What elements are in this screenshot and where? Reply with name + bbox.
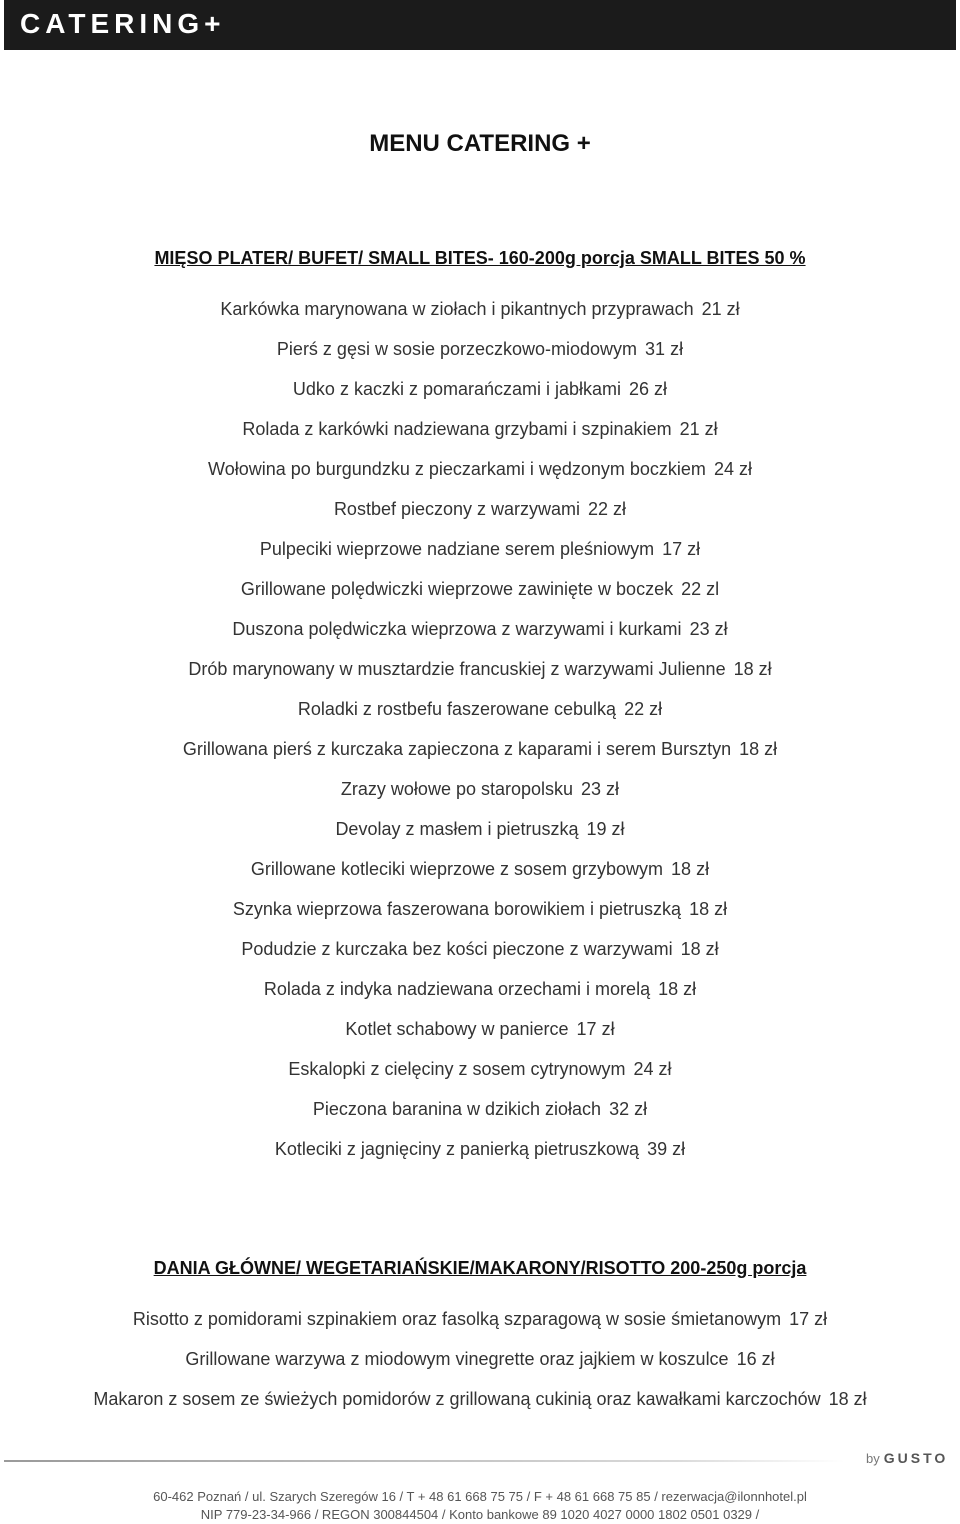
menu-item-price: 18 zł <box>733 659 772 679</box>
menu-item-name: Roladki z rostbefu faszerowane cebulką <box>297 699 617 719</box>
menu-item-price: 18 zł <box>689 899 728 919</box>
menu-item-price: 22 zl <box>681 579 720 599</box>
menu-item-price: 23 zł <box>581 779 620 799</box>
menu-item-price: 21 zł <box>701 299 740 319</box>
menu-item-name: Kotleciki z jagnięciny z panierką pietruszkową <box>274 1139 640 1159</box>
menu-item-price: 23 zł <box>689 619 728 639</box>
menu-item-name: Grillowana pierś z kurczaka zapieczona z kaparami i serem Bursztyn <box>182 739 732 759</box>
menu-item-name: Devolay z masłem i pietruszką <box>335 819 579 839</box>
footer-registry: NIP 779-23-34-966 / REGON 300844504 / Konto bankowe 89 1020 4027 0000 1802 0501 0329 / <box>200 1507 760 1522</box>
menu-item <box>0 1136 960 1176</box>
menu-item <box>0 896 960 936</box>
menu-item-name: Grillowane kotleciki wieprzowe z sosem grzybowym <box>250 859 664 879</box>
menu-item-price: 18 zł <box>739 739 778 759</box>
menu-item-name: Udko z kaczki z pomarańczami i jabłkami <box>292 379 622 399</box>
menu-item <box>0 296 960 336</box>
menu-item-price: 24 zł <box>713 459 752 479</box>
gusto-logo <box>866 1450 948 1466</box>
menu-item-name: Rolada z indyka nadziewana orzechami i morelą <box>263 979 651 999</box>
menu-item <box>0 816 960 856</box>
menu-item <box>0 776 960 816</box>
menu-list-meat <box>0 296 960 1176</box>
menu-item <box>0 1306 960 1346</box>
menu-item-price: 22 zł <box>624 699 663 719</box>
menu-item <box>0 1056 960 1096</box>
footer-address: 60-462 Poznań / ul. Szarych Szeregów 16 / T + 48 61 668 75 75 / F + 48 61 668 75 85 / rezerwacja@ilonnhotel.pl <box>153 1489 807 1504</box>
menu-item <box>0 1096 960 1136</box>
page-title: MENU CATERING + <box>369 130 591 157</box>
menu-item-name: Eskalopki z cielęciny z sosem cytrynowym <box>288 1059 626 1079</box>
menu-item-price: 21 zł <box>679 419 718 439</box>
menu-item <box>0 936 960 976</box>
menu-item <box>0 576 960 616</box>
menu-item-price: 18 zł <box>671 859 710 879</box>
menu-item-price: 16 zł <box>736 1349 775 1369</box>
menu-item-price: 17 zł <box>789 1309 828 1329</box>
menu-item-name: Karkówka marynowana w ziołach i pikantnych przyprawach <box>220 299 694 319</box>
menu-item-name: Risotto z pomidorami szpinakiem oraz fasolką szparagową w sosie śmietanowym <box>132 1309 782 1329</box>
menu-item-price: 24 zł <box>633 1059 672 1079</box>
footer-divider <box>4 1460 844 1462</box>
menu-item-name: Grillowane warzywa z miodowym vinegrette oraz jajkiem w koszulce <box>185 1349 729 1369</box>
menu-item-name: Wołowina po burgundzku z pieczarkami i wędzonym boczkiem <box>208 459 706 479</box>
menu-item-name: Grillowane polędwiczki wieprzowe zawinięte w boczek <box>240 579 674 599</box>
menu-item-name: Makaron z sosem ze świeżych pomidorów z grillowaną cukinią oraz kawałkami karczochów <box>93 1389 821 1409</box>
menu-item <box>0 616 960 656</box>
menu-item <box>0 1016 960 1056</box>
menu-item-price: 32 zł <box>609 1099 648 1119</box>
menu-item <box>0 336 960 376</box>
menu-item-name: Duszona polędwiczka wieprzowa z warzywami i kurkami <box>232 619 682 639</box>
menu-item-name: Szynka wieprzowa faszerowana borowikiem i pietruszką <box>232 899 682 919</box>
menu-item-name: Pulpeciki wieprzowe nadziane serem pleśniowym <box>259 539 655 559</box>
menu-item <box>0 976 960 1016</box>
menu-item <box>0 456 960 496</box>
menu-item-price: 26 zł <box>629 379 668 399</box>
menu-item <box>0 536 960 576</box>
menu-item-price: 18 zł <box>680 939 719 959</box>
menu-item-price: 22 zł <box>588 499 627 519</box>
menu-item-price: 17 zł <box>662 539 701 559</box>
menu-item-name: Pieczona baranina w dzikich ziołach <box>312 1099 602 1119</box>
menu-item <box>0 736 960 776</box>
menu-item-price: 19 zł <box>586 819 625 839</box>
menu-item-name: Pierś z gęsi w sosie porzeczkowo-miodowym <box>276 339 638 359</box>
menu-item-price: 18 zł <box>658 979 697 999</box>
menu-item <box>0 376 960 416</box>
menu-item-price: 39 zł <box>647 1139 686 1159</box>
menu-item-name: Zrazy wołowe po staropolsku <box>340 779 574 799</box>
brand-logo: CATERING+ <box>20 8 226 39</box>
menu-item-name: Podudzie z kurczaka bez kości pieczone z warzywami <box>241 939 673 959</box>
section-heading-meat: MIĘSO PLATER/ BUFET/ SMALL BITES- 160-200g porcja SMALL BITES 50 % <box>154 248 806 268</box>
section-heading-main-dishes: DANIA GŁÓWNE/ WEGETARIAŃSKIE/MAKARONY/RISOTTO 200-250g porcja <box>153 1258 807 1278</box>
menu-item <box>0 856 960 896</box>
menu-item-price: 17 zł <box>576 1019 615 1039</box>
menu-item-price: 18 zł <box>828 1389 867 1409</box>
menu-item <box>0 1346 960 1386</box>
logo-by: by <box>866 1451 880 1466</box>
menu-item-name: Drób marynowany w musztardzie francuskiej z warzywami Julienne <box>188 659 726 679</box>
menu-item-price: 31 zł <box>645 339 684 359</box>
menu-item-name: Kotlet schabowy w panierce <box>345 1019 569 1039</box>
menu-item-name: Rostbef pieczony z warzywami <box>333 499 581 519</box>
logo-name: GUSTO <box>883 1450 949 1466</box>
menu-item <box>0 1386 960 1426</box>
menu-item <box>0 656 960 696</box>
menu-item-name: Rolada z karkówki nadziewana grzybami i szpinakiem <box>242 419 672 439</box>
header-bar <box>4 0 956 50</box>
menu-item <box>0 696 960 736</box>
menu-list-main-dishes <box>0 1306 960 1426</box>
menu-item <box>0 496 960 536</box>
menu-item <box>0 416 960 456</box>
